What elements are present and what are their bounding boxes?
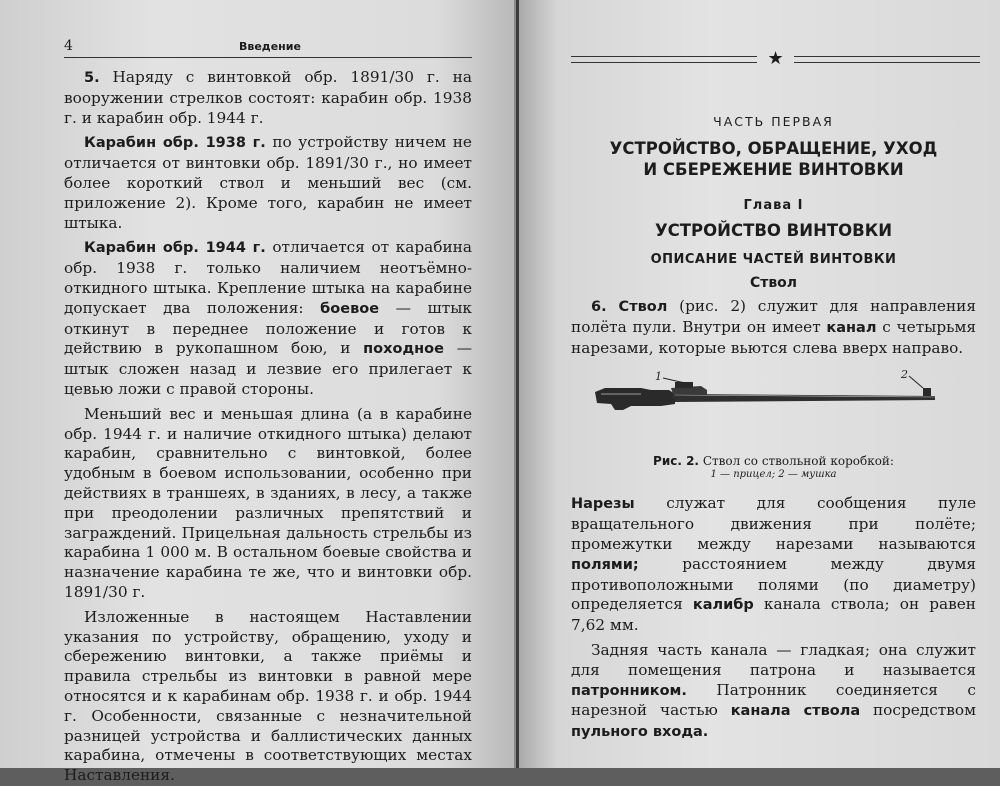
text-run: пульного входа. bbox=[571, 724, 709, 741]
text-run: Меньший вес и меньшая длина (а в карабине обр. 1944 г. и наличие откидного штыка) делают карабин, сравнительно с винтовкой, более удобным в боевом использовании, особенно при действиях в траншеях, в зданиях, в лесу, а также при преодолении различных препятствий и заграждений. Прицельная дальность стрельбы из карабина 1 000 м. В остальном боевые свойства и назначение карабина те же, что и винтовки обр. 1891/30 г. bbox=[64, 404, 472, 601]
part-title-line: И СБЕРЕЖЕНИЕ ВИНТОВКИ bbox=[643, 160, 904, 179]
barrel-illustration bbox=[571, 370, 976, 420]
running-header bbox=[64, 38, 472, 58]
text-run: походное bbox=[363, 341, 444, 358]
running-title: Введение bbox=[239, 40, 301, 53]
paragraph-rifling bbox=[571, 494, 976, 636]
part-title bbox=[571, 138, 976, 180]
figure-legend: 1 — прицел; 2 — мушка bbox=[710, 469, 837, 481]
star-icon: ★ bbox=[767, 48, 784, 69]
text-run: Изложенные в настоящем Наставлении указания по устройству, обращению, уходу и сбережению винтовки, а также приёмы и правила стрельбы из винтовки в равной мере относятся и к карабинам обр. 1938 г. и обр. 1944 г. Особенности, связанные с незначительной разницей устройства и баллистических данных карабина, отмечены в соответствующих местах Наставления. bbox=[64, 607, 472, 785]
text-run: служат для сообщения пуле вращательного движения при полёте; промежутки между нарезами называются bbox=[571, 494, 976, 553]
text-run: Карабин обр. 1938 г. bbox=[84, 135, 266, 152]
caption-prefix: Рис. 2. bbox=[653, 454, 699, 469]
text-run: отличается от карабина обр. 1938 г. только наличием неотъёмно-откидного штыка. Крепление штыка на карабине допускает два положения: bbox=[64, 238, 472, 317]
text-run: Задняя часть канала — гладкая; она служит для помещения патрона и называется bbox=[571, 640, 976, 679]
right-page bbox=[519, 0, 1000, 768]
text-run: по устройству ничем не отличается от винтовки обр. 1891/30 г., но имеет более короткий ствол и меньший вес (см. приложение 2). Кроме того, карабин не имеет штыка. bbox=[64, 133, 472, 232]
text-run: расстоянием между двумя противоположными полями (по диаметру) определяется bbox=[571, 554, 976, 614]
text-run: — штык откинут в переднее положение и готов к действию в рукопашном бою, и bbox=[64, 298, 472, 358]
paragraph-carbine-1938 bbox=[64, 133, 472, 233]
section-title: ОПИСАНИЕ ЧАСТЕЙ ВИНТОВКИ bbox=[650, 252, 897, 267]
text-run: — штык сложен назад и лезвие его прилегает к цевью ложи с правой стороны. bbox=[64, 339, 472, 398]
paragraph-6 bbox=[571, 297, 976, 358]
paragraph-weight-length bbox=[64, 405, 472, 603]
subsection-title: Ствол bbox=[749, 275, 798, 291]
text-run: с четырьмя нарезами, которые вьются слева вверх направо. bbox=[571, 317, 976, 357]
page-number: 4 bbox=[64, 38, 73, 54]
double-rule-right bbox=[794, 56, 980, 63]
text-run: канала ствола; он равен 7,62 мм. bbox=[571, 595, 976, 635]
text-run: Наряду с винтовкой обр. 1891/30 г. на вооружении стрелков состоят: карабин обр. 1938 г. и карабин обр. 1944 г. bbox=[64, 68, 472, 127]
header-ornament bbox=[571, 50, 980, 68]
paragraph-5 bbox=[64, 68, 472, 128]
figure-caption bbox=[571, 454, 976, 468]
text-run: канала ствола bbox=[730, 703, 861, 720]
text-run: Карабин обр. 1944 г. bbox=[84, 240, 266, 257]
chapter-title: УСТРОЙСТВО ВИНТОВКИ bbox=[654, 221, 893, 240]
chapter-label: Глава I bbox=[743, 198, 804, 213]
text-run: посредством bbox=[860, 701, 976, 720]
paragraph-manual-scope bbox=[64, 608, 472, 786]
part-label: ЧАСТЬ ПЕРВАЯ bbox=[713, 114, 834, 129]
text-run: Патронник соединяется с нарезной частью bbox=[571, 680, 976, 720]
figure-2 bbox=[571, 370, 976, 454]
callout-2: 2 bbox=[901, 370, 908, 382]
double-rule-left bbox=[571, 56, 757, 63]
caption-text: Ствол со ствольной коробкой: bbox=[699, 454, 894, 469]
text-run: 5. bbox=[84, 70, 100, 86]
text-run: калибр bbox=[692, 597, 754, 614]
text-run: патронником. bbox=[571, 682, 687, 699]
part-title-line: УСТРОЙСТВО, ОБРАЩЕНИЕ, УХОД bbox=[609, 139, 938, 158]
paragraph-carbine-1944 bbox=[64, 238, 472, 399]
callout-1: 1 bbox=[655, 370, 662, 384]
text-run: Нарезы bbox=[571, 496, 635, 513]
text-run: полями; bbox=[571, 556, 639, 573]
text-run: (рис. 2) служит для направления полёта пули. Внутри он имеет bbox=[571, 297, 977, 336]
text-run: канал bbox=[826, 319, 877, 336]
text-run: 6. Ствол bbox=[591, 299, 668, 315]
text-run: боевое bbox=[320, 300, 380, 317]
paragraph-chamber bbox=[571, 641, 976, 743]
